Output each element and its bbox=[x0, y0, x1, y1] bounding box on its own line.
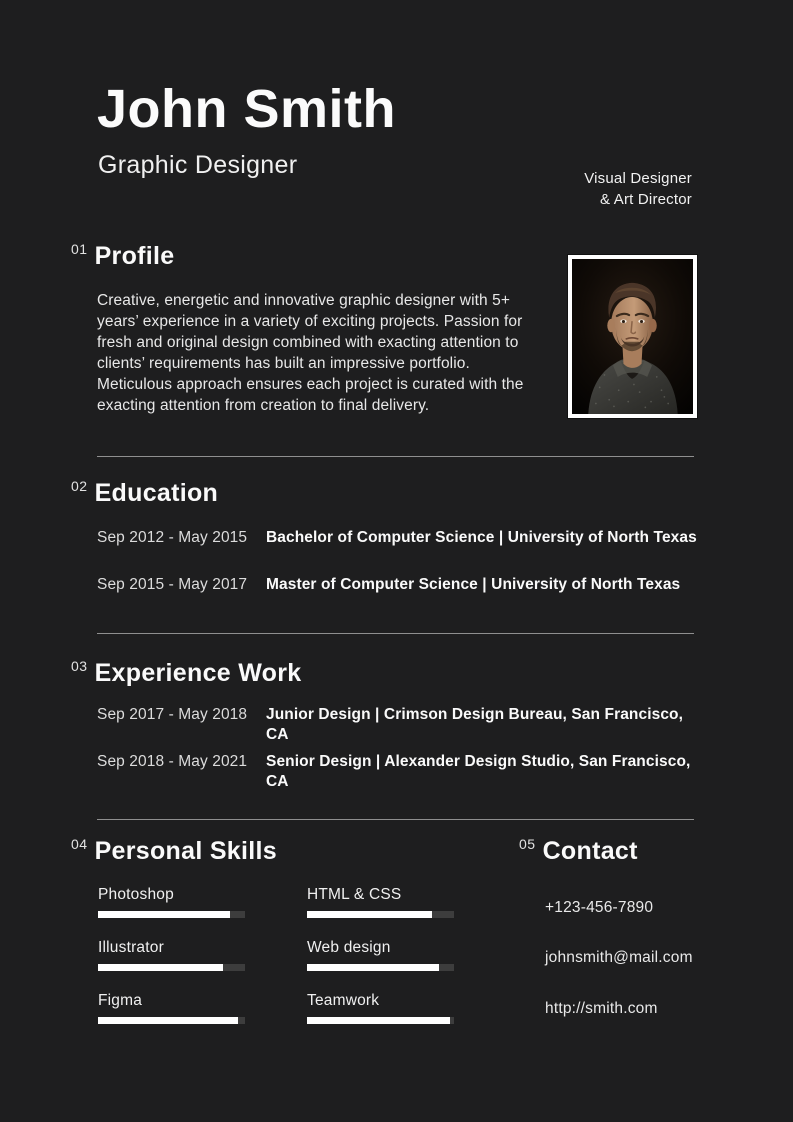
tagline bbox=[584, 168, 692, 210]
skill-item bbox=[307, 886, 457, 918]
section-heading-contact bbox=[519, 838, 638, 866]
education-description: Master of Computer Science | University of North Texas bbox=[266, 576, 681, 593]
skill-label: Illustrator bbox=[98, 939, 164, 956]
section-title: Profile bbox=[94, 242, 175, 270]
skills-grid bbox=[98, 886, 457, 1024]
skill-bar-fill bbox=[307, 1017, 450, 1024]
education-dates: Sep 2015 - May 2017 bbox=[97, 576, 248, 593]
contact-email: johnsmith@mail.com bbox=[545, 949, 693, 966]
section-number: 03 bbox=[71, 658, 88, 674]
section-heading-skills bbox=[71, 838, 277, 866]
page-title: John Smith bbox=[97, 79, 396, 139]
skill-label: HTML & CSS bbox=[307, 886, 402, 903]
skill-item bbox=[307, 992, 457, 1024]
experience-row bbox=[97, 752, 697, 792]
section-heading-profile bbox=[71, 243, 174, 271]
section-heading-experience bbox=[71, 660, 301, 688]
skill-bar bbox=[98, 1017, 245, 1024]
section-divider bbox=[97, 819, 694, 820]
experience-dates: Sep 2017 - May 2018 bbox=[97, 706, 248, 723]
skill-bar-fill bbox=[98, 964, 223, 971]
experience-description: Junior Design | Crimson Design Bureau, San Francisco, CA bbox=[266, 706, 684, 743]
skill-label: Figma bbox=[98, 992, 143, 1009]
skill-bar bbox=[307, 911, 454, 918]
experience-row bbox=[97, 705, 697, 745]
education-row bbox=[97, 575, 697, 595]
skill-bar-fill bbox=[307, 911, 432, 918]
skill-bar-fill bbox=[98, 911, 230, 918]
profile-photo bbox=[568, 255, 697, 418]
skill-bar bbox=[307, 964, 454, 971]
education-description: Bachelor of Computer Science | University of North Texas bbox=[266, 529, 697, 546]
skill-bar bbox=[98, 964, 245, 971]
skill-bar bbox=[307, 1017, 454, 1024]
section-title: Contact bbox=[542, 837, 638, 865]
skill-item bbox=[98, 886, 248, 918]
skill-item bbox=[98, 992, 248, 1024]
education-dates: Sep 2012 - May 2015 bbox=[97, 529, 248, 546]
tagline-line-1: Visual Designer bbox=[584, 170, 692, 187]
skill-item bbox=[98, 939, 248, 971]
tagline-line-2: & Art Director bbox=[600, 191, 692, 208]
contact-phone: +123-456-7890 bbox=[545, 899, 654, 916]
section-number: 01 bbox=[71, 241, 88, 257]
profile-text: Creative, energetic and innovative graphic designer with 5+ years’ experience in a variety of exciting projects. Passion for fresh and original design combined with exacting attention to clients’ requirements has built an impressive portfolio. Meticulous approach ensures each project is curated with the exacting attention from creation to final delivery. bbox=[97, 292, 524, 414]
section-title: Education bbox=[94, 479, 219, 507]
section-heading-education bbox=[71, 480, 218, 508]
section-number: 02 bbox=[71, 478, 88, 494]
job-title: Graphic Designer bbox=[98, 151, 298, 179]
education-row bbox=[97, 528, 697, 548]
portrait-illustration bbox=[572, 259, 693, 414]
experience-dates: Sep 2018 - May 2021 bbox=[97, 753, 248, 770]
skill-label: Teamwork bbox=[307, 992, 380, 1009]
skill-label: Web design bbox=[307, 939, 391, 956]
section-number: 05 bbox=[519, 836, 536, 852]
section-divider bbox=[97, 456, 694, 457]
skill-bar bbox=[98, 911, 245, 918]
skill-bar-fill bbox=[307, 964, 439, 971]
experience-description: Senior Design | Alexander Design Studio, San Francisco, CA bbox=[266, 753, 691, 790]
skill-label: Photoshop bbox=[98, 886, 174, 903]
section-number: 04 bbox=[71, 836, 88, 852]
skill-item bbox=[307, 939, 457, 971]
contact-website: http://smith.com bbox=[545, 1000, 658, 1017]
section-title: Experience Work bbox=[94, 659, 302, 687]
skill-bar-fill bbox=[98, 1017, 238, 1024]
section-title: Personal Skills bbox=[94, 837, 277, 865]
section-divider bbox=[97, 633, 694, 634]
